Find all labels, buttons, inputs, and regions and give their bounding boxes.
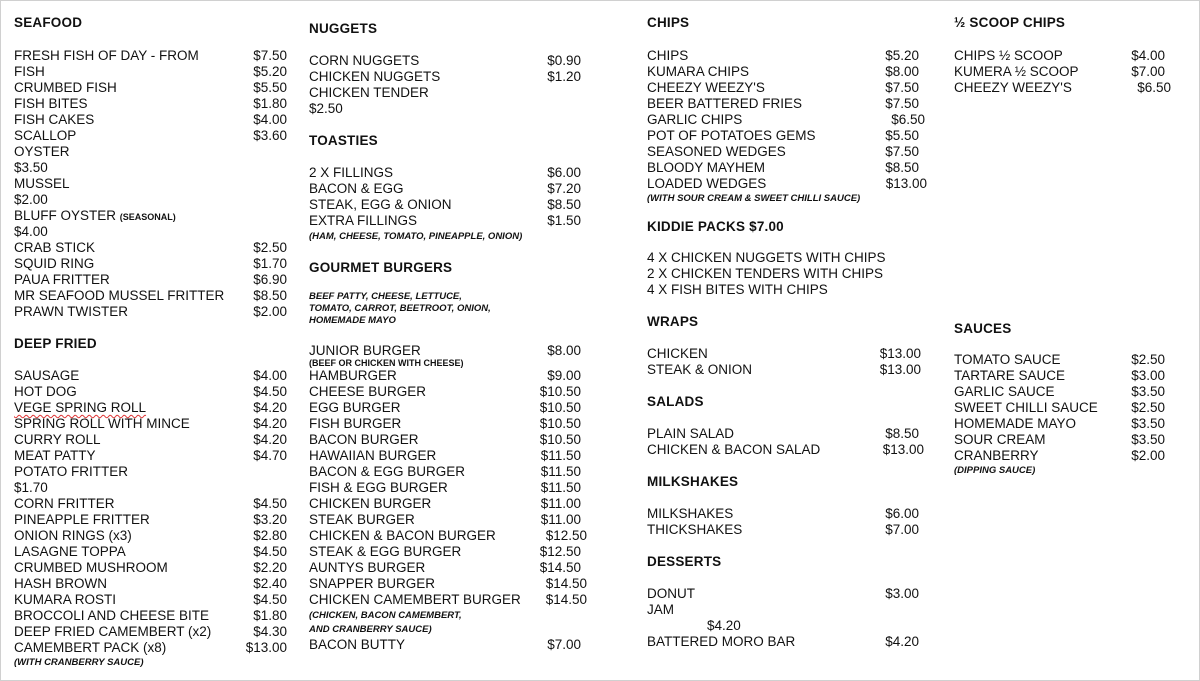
toasties-item-price: $8.50: [547, 197, 581, 212]
burgers-item-name: SNAPPER BURGER: [309, 576, 436, 591]
chips-item-name: KUMARA CHIPS: [647, 64, 750, 79]
seafood-item-name: MR SEAFOOD MUSSEL FRITTER: [14, 288, 225, 303]
chips-item-name: POT OF POTATOES GEMS: [647, 128, 816, 143]
burgers-item-price: $10.50: [539, 384, 581, 399]
seafood-heading: SEAFOOD: [14, 15, 83, 30]
deep-fried-item-price: $4.50: [253, 384, 287, 399]
nuggets-item-price: $1.20: [547, 69, 581, 84]
deep-fried-item-name: KUMARA ROSTI: [14, 592, 117, 607]
chips-item-name: LOADED WEDGES: [647, 176, 767, 191]
deep-fried-item-name: HASH BROWN: [14, 576, 108, 591]
seafood-item-price: $2.00: [253, 304, 287, 319]
deep-fried-item-name: HOT DOG: [14, 384, 77, 399]
chips-item-name: CHEEZY WEEZY'S: [647, 80, 765, 95]
half-scoop-item-price: $4.00: [1131, 48, 1165, 63]
half-scoop-item-price: $7.00: [1131, 64, 1165, 79]
desserts-item-price: $3.00: [885, 586, 919, 601]
chips-item-name: GARLIC CHIPS: [647, 112, 743, 127]
deep-fried-item-name: CORN FRITTER: [14, 496, 115, 511]
seafood-item-name: FISH: [14, 64, 45, 79]
burgers-item-name: CHICKEN & BACON BURGER: [309, 528, 496, 543]
burgers-item-name: STEAK & EGG BURGER: [309, 544, 462, 559]
deep-fried-item-price: $4.50: [253, 544, 287, 559]
deep-fried-item-price: $13.00: [245, 640, 287, 655]
deep-fried-item-name: CAMEMBERT PACK (x8): [14, 640, 167, 655]
nuggets-item-name: CHICKEN TENDER: [309, 85, 429, 100]
half-scoop-heading: ½ SCOOP CHIPS: [954, 15, 1066, 30]
wraps-item-price: $13.00: [879, 362, 921, 377]
burgers-item-name: STEAK BURGER: [309, 512, 415, 527]
chips-item-name: SEASONED WEDGES: [647, 144, 786, 159]
wraps-heading: WRAPS: [647, 314, 699, 329]
toasties-item-name: BACON & EGG: [309, 181, 404, 196]
burgers-item-name: BACON BUTTY: [309, 637, 406, 652]
toasties-item-name: STEAK, EGG & ONION: [309, 197, 452, 212]
deep-fried-item-price: $2.40: [253, 576, 287, 591]
seafood-item-name: CRUMBED FISH: [14, 80, 117, 95]
seafood-item-price: $2.50: [253, 240, 287, 255]
burgers-item-name: HAMBURGER: [309, 368, 397, 383]
salads-item-price: $8.50: [885, 426, 919, 441]
half-scoop-item-name: KUMERA ½ SCOOP: [954, 64, 1079, 79]
wraps-item-name: CHICKEN: [647, 346, 708, 361]
seafood-item-name: SCALLOP: [14, 128, 77, 143]
deep-fried-item-name: CURRY ROLL: [14, 432, 101, 447]
burgers-item-price: $11.00: [540, 512, 581, 527]
salads-heading: SALADS: [647, 394, 704, 409]
sauces-heading: SAUCES: [954, 321, 1012, 336]
deep-fried-item-price: $1.80: [253, 608, 287, 623]
seafood-item-price: $8.50: [253, 288, 287, 303]
deep-fried-item-price: $2.20: [253, 560, 287, 575]
deep-fried-item-price: $4.30: [253, 624, 287, 639]
seafood-item-qualifier: (SEASONAL): [119, 212, 176, 222]
seafood-item-name: SQUID RING: [14, 256, 95, 271]
milkshakes-item-name: THICKSHAKES: [647, 522, 743, 537]
burgers-item-name: CHICKEN BURGER: [309, 496, 432, 511]
seafood-item-label: BLUFF OYSTER: [14, 208, 117, 223]
seafood-item-name: OYSTER: [14, 144, 70, 159]
burgers-item-name: CHEESE BURGER: [309, 384, 427, 399]
sauces-item-name: TARTARE SAUCE: [954, 368, 1066, 383]
deep-fried-item-name: SPRING ROLL WITH MINCE: [14, 416, 190, 431]
seafood-item-price: $1.80: [253, 96, 287, 111]
deep-fried-item-price: $4.00: [253, 368, 287, 383]
deep-fried-item-price: $4.20: [253, 432, 287, 447]
burgers-description-line: HOMEMADE MAYO: [309, 315, 396, 326]
deep-fried-item-name: POTATO FRITTER: [14, 464, 128, 479]
burgers-item-price: $10.50: [539, 400, 581, 415]
seafood-item-price: $6.90: [253, 272, 287, 287]
burgers-item-price: $12.50: [545, 528, 587, 543]
seafood-item-name: [14, 208, 176, 225]
burgers-item-price: $11.00: [540, 496, 581, 511]
salads-item-name: CHICKEN & BACON SALAD: [647, 442, 821, 457]
deep-fried-item-price: $4.70: [253, 448, 287, 463]
deep-fried-item-price: $1.70: [14, 480, 48, 495]
burgers-item-price: $14.50: [545, 576, 587, 591]
burgers-item-price: $7.00: [547, 637, 581, 652]
burgers-item-price: $11.50: [540, 448, 581, 463]
sauces-item-name: CRANBERRY: [954, 448, 1039, 463]
burgers-item-price: $8.00: [547, 343, 581, 358]
chips-item-price: $7.50: [885, 80, 919, 95]
deep-fried-item-price: $3.20: [253, 512, 287, 527]
burgers-item-name: EGG BURGER: [309, 400, 401, 415]
camembert-burger-note: AND CRANBERRY SAUCE): [309, 624, 432, 635]
burgers-item-price: $12.50: [539, 544, 581, 559]
desserts-heading: DESSERTS: [647, 554, 722, 569]
sauces-item-price: $3.50: [1131, 432, 1165, 447]
desserts-item-price: $4.20: [885, 634, 919, 649]
burgers-item-name: FISH BURGER: [309, 416, 402, 431]
sauces-item-name: SWEET CHILLI SAUCE: [954, 400, 1098, 415]
deep-fried-item-name: BROCCOLI AND CHEESE BITE: [14, 608, 210, 623]
nuggets-item-name: CORN NUGGETS: [309, 53, 420, 68]
toasties-item-price: $6.00: [547, 165, 581, 180]
seafood-item-name: CRAB STICK: [14, 240, 96, 255]
chips-item-price: $13.00: [885, 176, 927, 191]
deep-fried-item-name: DEEP FRIED CAMEMBERT (x2): [14, 624, 212, 639]
milkshakes-heading: MILKSHAKES: [647, 474, 739, 489]
sauces-item-price: $3.50: [1131, 416, 1165, 431]
wraps-item-price: $13.00: [879, 346, 921, 361]
seafood-item-price: $1.70: [253, 256, 287, 271]
toasties-item-name: 2 X FILLINGS: [309, 165, 394, 180]
burgers-item-name: CHICKEN CAMEMBERT BURGER: [309, 592, 521, 607]
chips-heading: CHIPS: [647, 15, 690, 30]
burgers-item-price: $10.50: [539, 416, 581, 431]
seafood-item-name: FISH BITES: [14, 96, 88, 111]
deep-fried-item-name: CRUMBED MUSHROOM: [14, 560, 168, 575]
burgers-item-name: BACON BURGER: [309, 432, 419, 447]
sauces-item-name: HOMEMADE MAYO: [954, 416, 1077, 431]
kiddie-pack-item: 2 X CHICKEN TENDERS WITH CHIPS: [647, 266, 884, 281]
salads-item-price: $13.00: [882, 442, 924, 457]
seafood-item-name: PAUA FRITTER: [14, 272, 110, 287]
seafood-item-name: MUSSEL: [14, 176, 70, 191]
desserts-item-name: BATTERED MORO BAR: [647, 634, 796, 649]
chips-item-name: BLOODY MAYHEM: [647, 160, 766, 175]
toasties-note: (HAM, CHEESE, TOMATO, PINEAPPLE, ONION): [309, 231, 523, 242]
half-scoop-item-name: CHEEZY WEEZY'S: [954, 80, 1072, 95]
seafood-item-price: $5.50: [253, 80, 287, 95]
seafood-item-price: $3.50: [14, 160, 48, 175]
toasties-item-price: $1.50: [547, 213, 581, 228]
chips-item-price: $5.20: [885, 48, 919, 63]
deep-fried-item-price: $2.80: [253, 528, 287, 543]
chips-item-price: $6.50: [891, 112, 925, 127]
sauces-item-name: SOUR CREAM: [954, 432, 1046, 447]
burgers-item-price: $14.50: [539, 560, 581, 575]
salads-item-name: PLAIN SALAD: [647, 426, 735, 441]
kiddie-pack-item: 4 X CHICKEN NUGGETS WITH CHIPS: [647, 250, 886, 265]
sauces-item-price: $2.00: [1131, 448, 1165, 463]
deep-fried-item-name: VEGE SPRING ROLL: [14, 400, 147, 415]
chips-item-name: CHIPS: [647, 48, 689, 63]
seafood-item-price: $5.20: [253, 64, 287, 79]
chips-item-price: $8.00: [885, 64, 919, 79]
deep-fried-item-price: $4.50: [253, 592, 287, 607]
seafood-item-name: FRESH FISH OF DAY - FROM: [14, 48, 199, 63]
deep-fried-note: (WITH CRANBERRY SAUCE): [14, 657, 144, 668]
toasties-heading: TOASTIES: [309, 133, 378, 148]
chips-item-price: $7.50: [885, 96, 919, 111]
sauces-item-price: $2.50: [1131, 400, 1165, 415]
burgers-item-price: $11.50: [540, 480, 581, 495]
nuggets-item-name: CHICKEN NUGGETS: [309, 69, 441, 84]
chips-item-name: BEER BATTERED FRIES: [647, 96, 803, 111]
desserts-item-name: JAM: [647, 602, 674, 617]
chips-item-price: $8.50: [885, 160, 919, 175]
kiddie-packs-heading: KIDDIE PACKS $7.00: [647, 219, 784, 234]
sauces-item-name: TOMATO SAUCE: [954, 352, 1061, 367]
half-scoop-item-price: $6.50: [1137, 80, 1171, 95]
burgers-item-price: $10.50: [539, 432, 581, 447]
milkshakes-item-name: MILKSHAKES: [647, 506, 734, 521]
deep-fried-item-name: SAUSAGE: [14, 368, 80, 383]
sauces-item-price: $3.50: [1131, 384, 1165, 399]
chips-item-price: $5.50: [885, 128, 919, 143]
burgers-item-name: BACON & EGG BURGER: [309, 464, 466, 479]
seafood-item-price: $4.00: [14, 224, 48, 239]
nuggets-item-price: $0.90: [547, 53, 581, 68]
sauces-item-name: GARLIC SAUCE: [954, 384, 1055, 399]
junior-burger-note: (BEEF OR CHICKEN WITH CHEESE): [309, 358, 464, 368]
desserts-item-price: $4.20: [707, 618, 741, 633]
toasties-item-name: EXTRA FILLINGS: [309, 213, 418, 228]
sauces-item-price: $2.50: [1131, 352, 1165, 367]
burgers-item-name: AUNTYS BURGER: [309, 560, 426, 575]
deep-fried-heading: DEEP FRIED: [14, 336, 97, 351]
deep-fried-item-name: LASAGNE TOPPA: [14, 544, 126, 559]
burgers-item-name: JUNIOR BURGER: [309, 343, 421, 358]
seafood-item-name: PRAWN TWISTER: [14, 304, 128, 319]
burgers-description-line: TOMATO, CARROT, BEETROOT, ONION,: [309, 303, 491, 314]
burgers-item-price: $11.50: [540, 464, 581, 479]
wraps-item-name: STEAK & ONION: [647, 362, 753, 377]
burgers-item-name: HAWAIIAN BURGER: [309, 448, 437, 463]
kiddie-pack-item: 4 X FISH BITES WITH CHIPS: [647, 282, 828, 297]
seafood-item-price: $2.00: [14, 192, 48, 207]
seafood-item-name: FISH CAKES: [14, 112, 95, 127]
deep-fried-item-price: $4.20: [253, 400, 287, 415]
deep-fried-item-name: ONION RINGS (x3): [14, 528, 132, 543]
toasties-item-price: $7.20: [547, 181, 581, 196]
milkshakes-item-price: $6.00: [885, 506, 919, 521]
nuggets-heading: NUGGETS: [309, 21, 378, 36]
burgers-item-price: $14.50: [545, 592, 587, 607]
desserts-item-name: DONUT: [647, 586, 695, 601]
nuggets-item-price: $2.50: [309, 101, 343, 116]
camembert-burger-note: (CHICKEN, BACON CAMEMBERT,: [309, 610, 462, 621]
deep-fried-item-price: $4.20: [253, 416, 287, 431]
deep-fried-item-name: MEAT PATTY: [14, 448, 96, 463]
half-scoop-item-name: CHIPS ½ SCOOP: [954, 48, 1063, 63]
deep-fried-item-price: $4.50: [253, 496, 287, 511]
chips-item-price: $7.50: [885, 144, 919, 159]
deep-fried-item-name: PINEAPPLE FRITTER: [14, 512, 150, 527]
sauces-item-price: $3.00: [1131, 368, 1165, 383]
seafood-item-price: $3.60: [253, 128, 287, 143]
sauces-note: (DIPPING SAUCE): [954, 465, 1036, 476]
milkshakes-item-price: $7.00: [885, 522, 919, 537]
seafood-item-price: $7.50: [253, 48, 287, 63]
seafood-item-price: $4.00: [253, 112, 287, 127]
burgers-description-line: BEEF PATTY, CHEESE, LETTUCE,: [309, 291, 462, 302]
burgers-heading: GOURMET BURGERS: [309, 260, 453, 275]
burgers-item-price: $9.00: [547, 368, 581, 383]
burgers-item-name: FISH & EGG BURGER: [309, 480, 448, 495]
chips-note: (WITH SOUR CREAM & SWEET CHILLI SAUCE): [647, 193, 861, 204]
